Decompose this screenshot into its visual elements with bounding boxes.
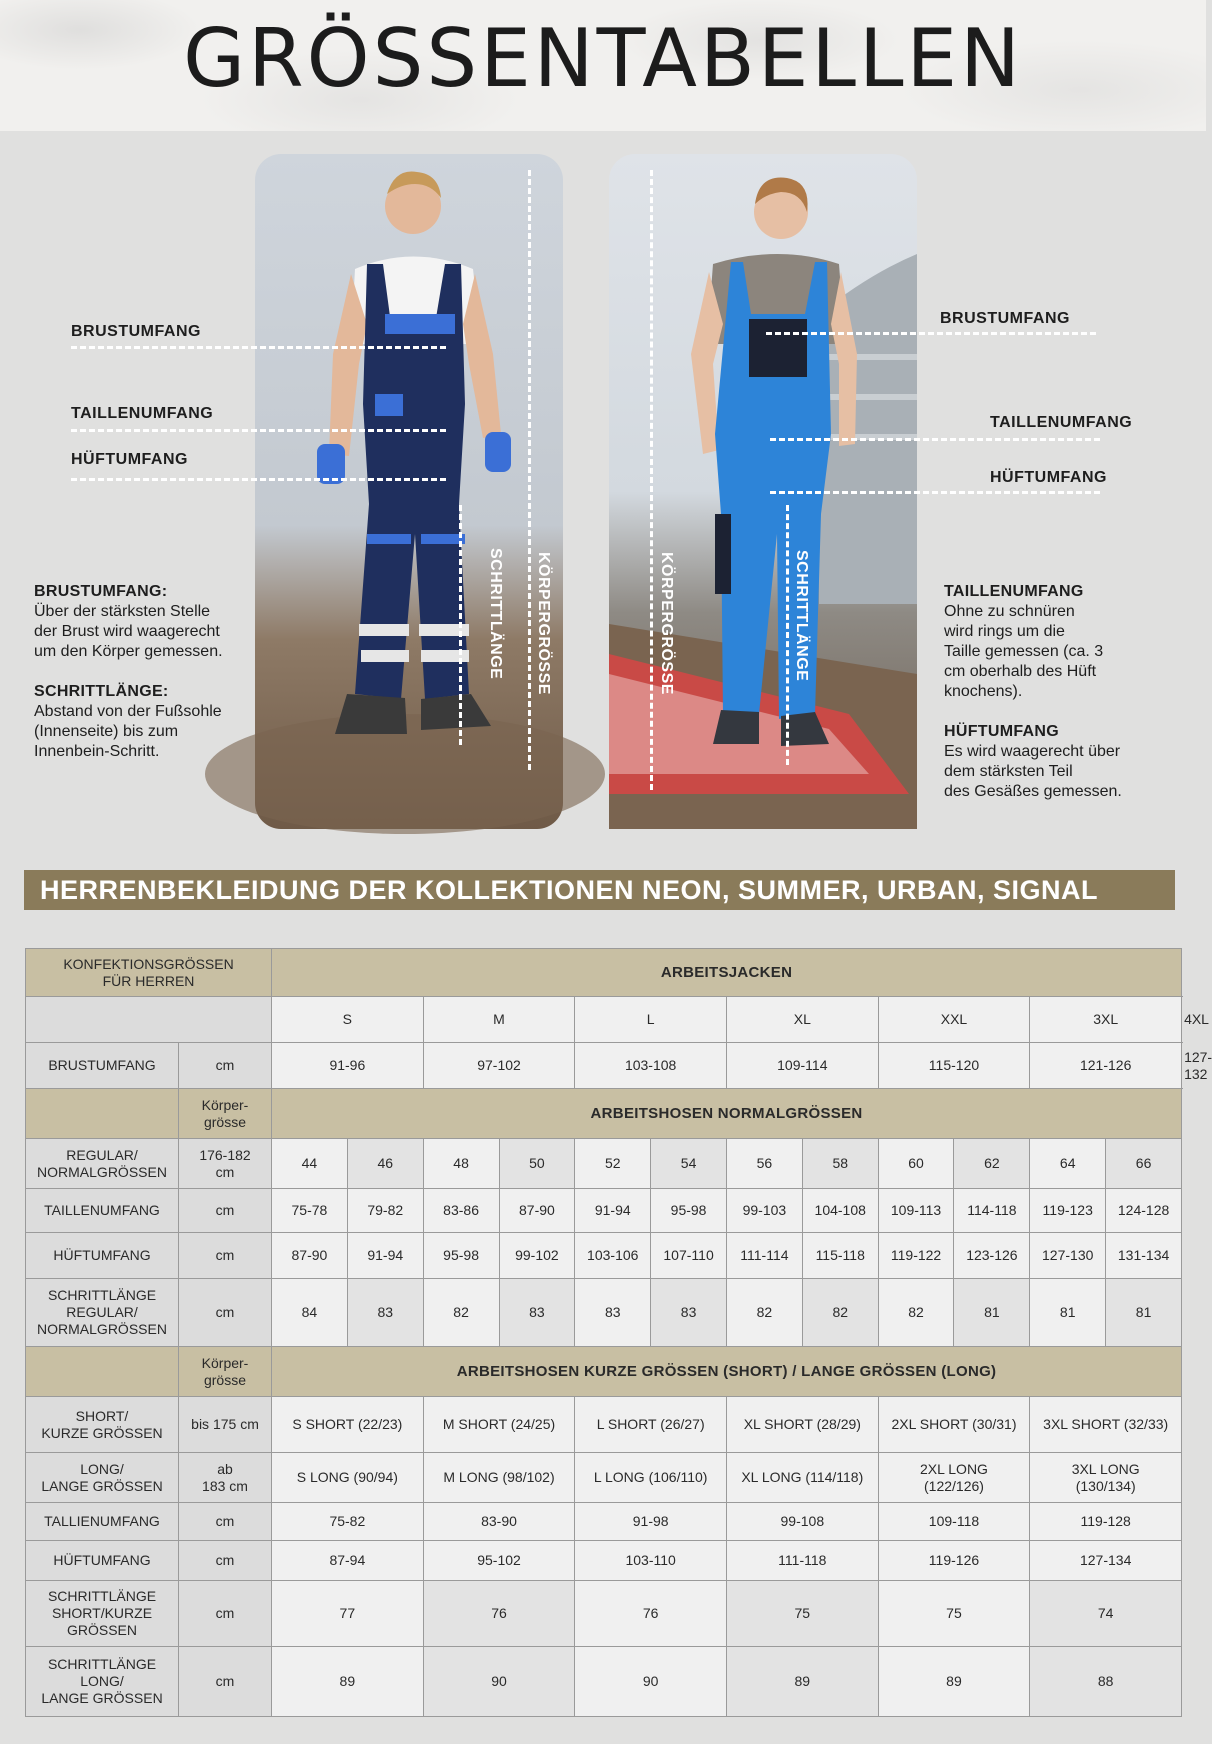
row-label: SHORT/ KURZE GRÖSSEN — [26, 1397, 179, 1453]
jacket-size-cell: 3XL — [1030, 997, 1182, 1043]
shortlong-value-cell: 90 — [575, 1647, 727, 1717]
regular-value-cell: 83 — [575, 1279, 651, 1347]
shortlong-value-cell: 75-82 — [272, 1503, 424, 1541]
shortlong-value-cell: 88 — [1030, 1647, 1182, 1717]
men-note-chest-title: BRUSTUMFANG: — [34, 583, 168, 600]
row-label: SCHRITTLÄNGE REGULAR/ NORMALGRÖSSEN — [26, 1279, 179, 1347]
row-unit: cm — [179, 1581, 272, 1647]
jacket-chest-cell: 91-96 — [272, 1043, 424, 1089]
regular-value-cell: 54 — [651, 1139, 727, 1189]
jackets-chest-row: BRUSTUMFANG cm 91-96 97-102 103-108 109-114 115-120 121-126 127-132 — [26, 1043, 1182, 1089]
regular-value-cell: 83 — [651, 1279, 727, 1347]
table-corner-label: KONFEKTIONSGRÖSSEN FÜR HERREN — [26, 949, 272, 997]
shortlong-row — [26, 1541, 1182, 1581]
men-note-inseam-line: Abstand von der Fußsohle — [34, 703, 222, 720]
page-title: GRÖSSENTABELLEN — [183, 12, 1023, 105]
regular-value-cell: 124-128 — [1106, 1189, 1182, 1233]
row-unit: cm — [179, 1043, 272, 1089]
regular-value-cell: 107-110 — [651, 1233, 727, 1279]
shortlong-value-cell: 83-90 — [423, 1503, 575, 1541]
regular-value-cell: 119-122 — [878, 1233, 954, 1279]
jacket-chest-cell: 115-120 — [878, 1043, 1030, 1089]
regular-value-cell: 84 — [272, 1279, 348, 1347]
women-inseam-label: SCHRITTLÄNGE — [793, 550, 810, 682]
shortlong-value-cell: 75 — [878, 1581, 1030, 1647]
row-label: HÜFTUMFANG — [26, 1541, 179, 1581]
regular-value-cell: 83-86 — [423, 1189, 499, 1233]
row-label: TALLIENUMFANG — [26, 1503, 179, 1541]
row-label: REGULAR/ NORMALGRÖSSEN — [26, 1139, 179, 1189]
row-label: BRUSTUMFANG — [26, 1043, 179, 1089]
jacket-size-cell: S — [272, 997, 424, 1043]
women-note-hip-line: Es wird waagerecht über — [944, 743, 1121, 760]
men-hip-line — [71, 478, 446, 481]
jackets-header-row — [26, 949, 1182, 997]
shortlong-value-cell: M LONG (98/102) — [423, 1453, 575, 1503]
regular-value-cell: 103-106 — [575, 1233, 651, 1279]
shortlong-row — [26, 1453, 1182, 1503]
shortlong-value-cell: XL SHORT (28/29) — [726, 1397, 878, 1453]
men-waist-label: TAILLENUMFANG — [71, 405, 214, 422]
regular-row — [26, 1279, 1182, 1347]
jacket-size-cell: XL — [726, 997, 878, 1043]
women-measure-notes — [944, 582, 1164, 822]
regular-value-cell: 64 — [1030, 1139, 1106, 1189]
row-unit: bis 175 cm — [179, 1397, 272, 1453]
regular-value-cell: 115-118 — [802, 1233, 878, 1279]
shortlong-row — [26, 1647, 1182, 1717]
regular-value-cell: 81 — [1030, 1279, 1106, 1347]
women-note-waist-line: Taille gemessen (ca. 3 — [944, 643, 1104, 660]
men-note-chest-line: der Brust wird waagerecht — [34, 623, 220, 640]
shortlong-value-cell: 103-110 — [575, 1541, 727, 1581]
row-unit: cm — [179, 1503, 272, 1541]
shortlong-value-cell: L LONG (106/110) — [575, 1453, 727, 1503]
regular-value-cell: 44 — [272, 1139, 348, 1189]
regular-value-cell: 99-102 — [499, 1233, 575, 1279]
empty-cell — [26, 1347, 179, 1397]
men-inseam-line — [459, 505, 462, 745]
women-height-line — [650, 170, 653, 790]
shortlong-value-cell: 77 — [272, 1581, 424, 1647]
regular-value-cell: 95-98 — [651, 1189, 727, 1233]
shortlong-row — [26, 1503, 1182, 1541]
regular-value-cell: 66 — [1106, 1139, 1182, 1189]
row-label: HÜFTUMFANG — [26, 1233, 179, 1279]
regular-value-cell: 81 — [954, 1279, 1030, 1347]
men-model-illustration — [255, 154, 563, 829]
row-unit: cm — [179, 1647, 272, 1717]
shortlong-header-row — [26, 1347, 1182, 1397]
women-waist-line — [770, 438, 1100, 441]
shortlong-value-cell: 89 — [726, 1647, 878, 1717]
row-unit: ab 183 cm — [179, 1453, 272, 1503]
men-height-line — [528, 170, 531, 770]
regular-value-cell: 50 — [499, 1139, 575, 1189]
jacket-chest-cell: 121-126 — [1030, 1043, 1182, 1089]
regular-value-cell: 62 — [954, 1139, 1030, 1189]
row-label: LONG/ LANGE GRÖSSEN — [26, 1453, 179, 1503]
shortlong-value-cell: 2XL LONG (122/126) — [878, 1453, 1030, 1503]
shortlong-value-cell: 3XL LONG (130/134) — [1030, 1453, 1182, 1503]
regular-value-cell: 111-114 — [726, 1233, 802, 1279]
women-note-waist-line: wird rings um die — [944, 623, 1065, 640]
row-label: SCHRITTLÄNGE SHORT/KURZE GRÖSSEN — [26, 1581, 179, 1647]
shortlong-value-cell: S SHORT (22/23) — [272, 1397, 424, 1453]
men-inseam-label: SCHRITTLÄNGE — [487, 548, 504, 680]
height-head: Körper- grösse — [179, 1347, 272, 1397]
regular-value-cell: 82 — [423, 1279, 499, 1347]
shortlong-value-cell: 90 — [423, 1647, 575, 1717]
empty-cell — [26, 997, 272, 1043]
women-note-waist-line: knochens). — [944, 683, 1023, 700]
jacket-size-cell: M — [423, 997, 575, 1043]
regular-value-cell: 82 — [802, 1279, 878, 1347]
women-note-waist — [944, 582, 1164, 702]
regular-value-cell: 82 — [726, 1279, 802, 1347]
regular-value-cell: 131-134 — [1106, 1233, 1182, 1279]
shortlong-value-cell: 2XL SHORT (30/31) — [878, 1397, 1030, 1453]
shortlong-value-cell: 111-118 — [726, 1541, 878, 1581]
jacket-chest-cell: 109-114 — [726, 1043, 878, 1089]
row-label: TAILLENUMFANG — [26, 1189, 179, 1233]
shortlong-value-cell: 74 — [1030, 1581, 1182, 1647]
jackets-header: ARBEITSJACKEN — [272, 949, 1182, 997]
men-note-chest-line: um den Körper gemessen. — [34, 643, 223, 660]
women-height-label: KÖRPERGRÖSSE — [658, 552, 675, 695]
women-note-hip-title: HÜFTUMFANG — [944, 723, 1059, 740]
regular-value-cell: 83 — [499, 1279, 575, 1347]
women-note-hip-line: dem stärksten Teil — [944, 763, 1073, 780]
header-band — [0, 0, 1206, 131]
women-chest-label: BRUSTUMFANG — [940, 310, 1070, 327]
collection-banner: HERRENBEKLEIDUNG DER KOLLEKTIONEN NEON, SUMMER, URBAN, SIGNAL — [24, 870, 1175, 910]
shortlong-value-cell: 89 — [878, 1647, 1030, 1717]
regular-row — [26, 1189, 1182, 1233]
men-note-chest — [34, 582, 264, 662]
men-waist-line — [71, 429, 446, 432]
regular-value-cell: 119-123 — [1030, 1189, 1106, 1233]
regular-value-cell: 60 — [878, 1139, 954, 1189]
women-chest-line — [766, 332, 1096, 335]
men-measure-notes — [34, 582, 264, 782]
shortlong-value-cell: 119-126 — [878, 1541, 1030, 1581]
shortlong-row — [26, 1581, 1182, 1647]
shortlong-value-cell: L SHORT (26/27) — [575, 1397, 727, 1453]
shortlong-value-cell: 99-108 — [726, 1503, 878, 1541]
shortlong-value-cell: S LONG (90/94) — [272, 1453, 424, 1503]
regular-value-cell: 75-78 — [272, 1189, 348, 1233]
regular-row — [26, 1233, 1182, 1279]
regular-value-cell: 82 — [878, 1279, 954, 1347]
shortlong-value-cell: 76 — [575, 1581, 727, 1647]
row-unit: cm — [179, 1189, 272, 1233]
height-head: Körper- grösse — [179, 1089, 272, 1139]
jacket-size-cell: XXL — [878, 997, 1030, 1043]
women-hip-label: HÜFTUMFANG — [990, 469, 1107, 486]
row-unit: cm — [179, 1233, 272, 1279]
women-hip-line — [770, 491, 1100, 494]
shortlong-value-cell: 91-98 — [575, 1503, 727, 1541]
jacket-chest-cell: 97-102 — [423, 1043, 575, 1089]
men-note-inseam-title: SCHRITTLÄNGE: — [34, 683, 169, 700]
shortlong-value-cell: 119-128 — [1030, 1503, 1182, 1541]
women-note-waist-line: cm oberhalb des Hüft — [944, 663, 1097, 680]
row-unit: cm — [179, 1541, 272, 1581]
shortlong-value-cell: 75 — [726, 1581, 878, 1647]
women-note-hip-line: des Gesäßes gemessen. — [944, 783, 1122, 800]
men-note-inseam — [34, 682, 264, 762]
regular-value-cell: 114-118 — [954, 1189, 1030, 1233]
regular-value-cell: 79-82 — [347, 1189, 423, 1233]
jacket-size-cell: L — [575, 997, 727, 1043]
men-note-chest-line: Über der stärksten Stelle — [34, 603, 211, 620]
women-inseam-line — [786, 505, 789, 765]
shortlong-trousers-header: ARBEITSHOSEN KURZE GRÖSSEN (SHORT) / LANGE GRÖSSEN (LONG) — [272, 1347, 1182, 1397]
shortlong-value-cell: 76 — [423, 1581, 575, 1647]
regular-value-cell: 58 — [802, 1139, 878, 1189]
regular-value-cell: 83 — [347, 1279, 423, 1347]
regular-value-cell: 95-98 — [423, 1233, 499, 1279]
regular-value-cell: 48 — [423, 1139, 499, 1189]
women-note-hip — [944, 722, 1164, 802]
regular-value-cell: 91-94 — [575, 1189, 651, 1233]
regular-value-cell: 87-90 — [272, 1233, 348, 1279]
size-table — [25, 948, 1212, 1717]
row-unit: cm — [179, 1279, 272, 1347]
men-chest-label: BRUSTUMFANG — [71, 323, 201, 340]
men-chest-line — [71, 346, 446, 349]
regular-value-cell: 109-113 — [878, 1189, 954, 1233]
row-label: SCHRITTLÄNGE LONG/ LANGE GRÖSSEN — [26, 1647, 179, 1717]
women-waist-label: TAILLENUMFANG — [990, 414, 1133, 431]
regular-value-cell: 46 — [347, 1139, 423, 1189]
regular-value-cell: 52 — [575, 1139, 651, 1189]
shortlong-row — [26, 1397, 1182, 1453]
men-model-photo — [255, 154, 563, 829]
regular-value-cell: 56 — [726, 1139, 802, 1189]
regular-trousers-header: ARBEITSHOSEN NORMALGRÖSSEN — [272, 1089, 1182, 1139]
shortlong-value-cell: 127-134 — [1030, 1541, 1182, 1581]
women-note-waist-line: Ohne zu schnüren — [944, 603, 1075, 620]
shortlong-value-cell: 89 — [272, 1647, 424, 1717]
regular-value-cell: 104-108 — [802, 1189, 878, 1233]
jackets-sizes-row: S M L XL XXL 3XL 4XL — [26, 997, 1182, 1043]
shortlong-value-cell: 3XL SHORT (32/33) — [1030, 1397, 1182, 1453]
regular-row — [26, 1139, 1182, 1189]
men-note-inseam-line: Innenbein-Schritt. — [34, 743, 160, 760]
men-height-label: KÖRPERGRÖSSE — [535, 552, 552, 695]
regular-value-cell: 91-94 — [347, 1233, 423, 1279]
regular-header-row — [26, 1089, 1182, 1139]
regular-value-cell: 127-130 — [1030, 1233, 1106, 1279]
jacket-chest-cell: 103-108 — [575, 1043, 727, 1089]
empty-cell — [26, 1089, 179, 1139]
regular-value-cell: 123-126 — [954, 1233, 1030, 1279]
men-note-inseam-line: (Innenseite) bis zum — [34, 723, 179, 740]
shortlong-value-cell: 109-118 — [878, 1503, 1030, 1541]
shortlong-value-cell: M SHORT (24/25) — [423, 1397, 575, 1453]
regular-value-cell: 99-103 — [726, 1189, 802, 1233]
shortlong-value-cell: XL LONG (114/118) — [726, 1453, 878, 1503]
regular-value-cell: 81 — [1106, 1279, 1182, 1347]
regular-value-cell: 87-90 — [499, 1189, 575, 1233]
shortlong-value-cell: 95-102 — [423, 1541, 575, 1581]
men-hip-label: HÜFTUMFANG — [71, 451, 188, 468]
women-note-waist-title: TAILLENUMFANG — [944, 583, 1084, 600]
shortlong-value-cell: 87-94 — [272, 1541, 424, 1581]
row-unit: 176-182 cm — [179, 1139, 272, 1189]
